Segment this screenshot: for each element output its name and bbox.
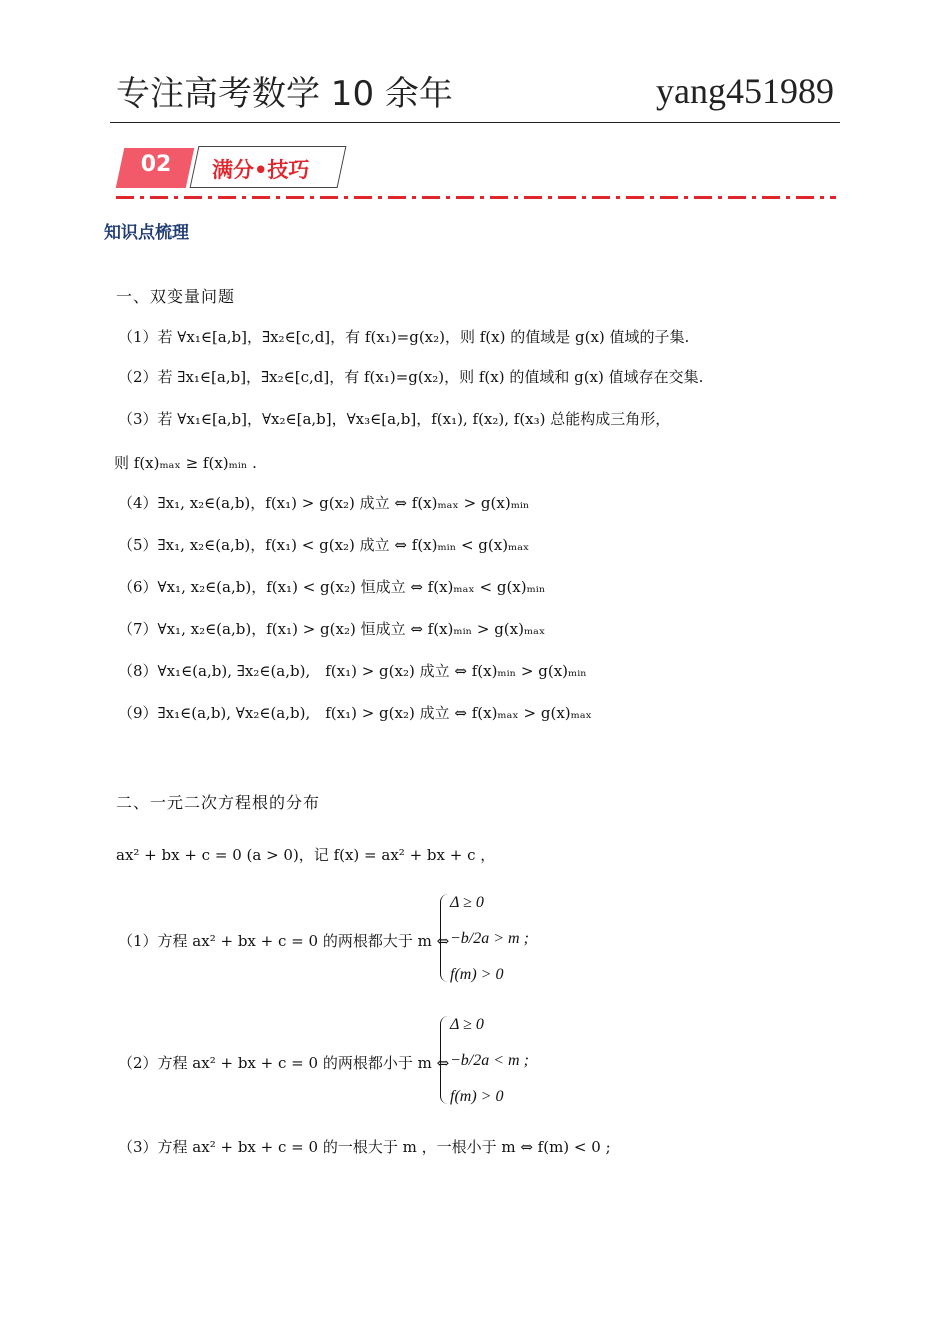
banner-dash-line	[116, 196, 836, 199]
condition: −b/2a < m ;	[450, 1052, 529, 1069]
brace	[440, 1016, 449, 1104]
header-rule	[110, 122, 840, 123]
part2-item-2: （2）方程 ax² + bx + c = 0 的两根都小于 m ⇔	[118, 1054, 450, 1072]
part2-intro: ax² + bx + c = 0 (a > 0)，记 f(x) = ax² + bx + c ，	[116, 846, 496, 864]
part2-item-1: （1）方程 ax² + bx + c = 0 的两根都大于 m ⇔	[118, 932, 450, 950]
brace	[440, 894, 449, 982]
condition: f(m) > 0	[450, 966, 504, 983]
part1-line-2: （2）若 ∃x₁∈[a,b]，∃x₂∈[c,d]，有 f(x₁)=g(x₂)，则 f(x) 的值域和 g(x) 值域存在交集.	[118, 368, 704, 386]
part1-line-6: （6）∀x₁, x₂∈(a,b)，f(x₁) < g(x₂) 恒成立 ⇔ f(x)ₘₐₓ < g(x)ₘᵢₙ	[118, 578, 546, 596]
section-banner	[112, 144, 852, 204]
part1-line-5: （5）∃x₁, x₂∈(a,b)，f(x₁) < g(x₂) 成立 ⇔ f(x)ₘᵢₙ < g(x)ₘₐₓ	[118, 536, 530, 554]
condition: Δ ≥ 0	[450, 1016, 484, 1033]
part1-heading: 一、双变量问题	[116, 287, 236, 306]
page-header-left: 专注高考数学 10 余年	[116, 74, 453, 114]
part1-line-3b: 则 f(x)ₘₐₓ ≥ f(x)ₘᵢₙ .	[114, 454, 257, 472]
banner-title: 满分•技巧	[212, 158, 310, 182]
part2-item-3: （3）方程 ax² + bx + c = 0 的一根大于 m ，一根小于 m ⇔ f(m) < 0 ;	[118, 1138, 611, 1156]
condition: −b/2a > m ;	[450, 930, 529, 947]
part1-line-8: （8）∀x₁∈(a,b), ∃x₂∈(a,b), f(x₁) > g(x₂) 成立 ⇔ f(x)ₘᵢₙ > g(x)ₘᵢₙ	[118, 662, 587, 680]
part1-line-7: （7）∀x₁, x₂∈(a,b)，f(x₁) > g(x₂) 恒成立 ⇔ f(x)ₘᵢₙ > g(x)ₘₐₓ	[118, 620, 546, 638]
part2-heading: 二、一元二次方程根的分布	[116, 793, 321, 812]
part1-line-1: （1）若 ∀x₁∈[a,b]，∃x₂∈[c,d]，有 f(x₁)=g(x₂)，则 f(x) 的值域是 g(x) 值域的子集.	[118, 328, 690, 346]
page-header-right: yang451989	[656, 71, 834, 111]
condition: Δ ≥ 0	[450, 894, 484, 911]
part1-line-3: （3）若 ∀x₁∈[a,b]，∀x₂∈[a,b]，∀x₃∈[a,b]，f(x₁), f(x₂), f(x₃) 总能构成三角形，	[118, 410, 671, 428]
condition: f(m) > 0	[450, 1088, 504, 1105]
section-title: 知识点梳理	[104, 223, 189, 243]
part1-line-9: （9）∃x₁∈(a,b), ∀x₂∈(a,b), f(x₁) > g(x₂) 成立 ⇔ f(x)ₘₐₓ > g(x)ₘₐₓ	[118, 704, 592, 722]
part1-line-4: （4）∃x₁, x₂∈(a,b)，f(x₁) > g(x₂) 成立 ⇔ f(x)ₘₐₓ > g(x)ₘᵢₙ	[118, 494, 530, 512]
banner-number: 02	[140, 152, 172, 177]
